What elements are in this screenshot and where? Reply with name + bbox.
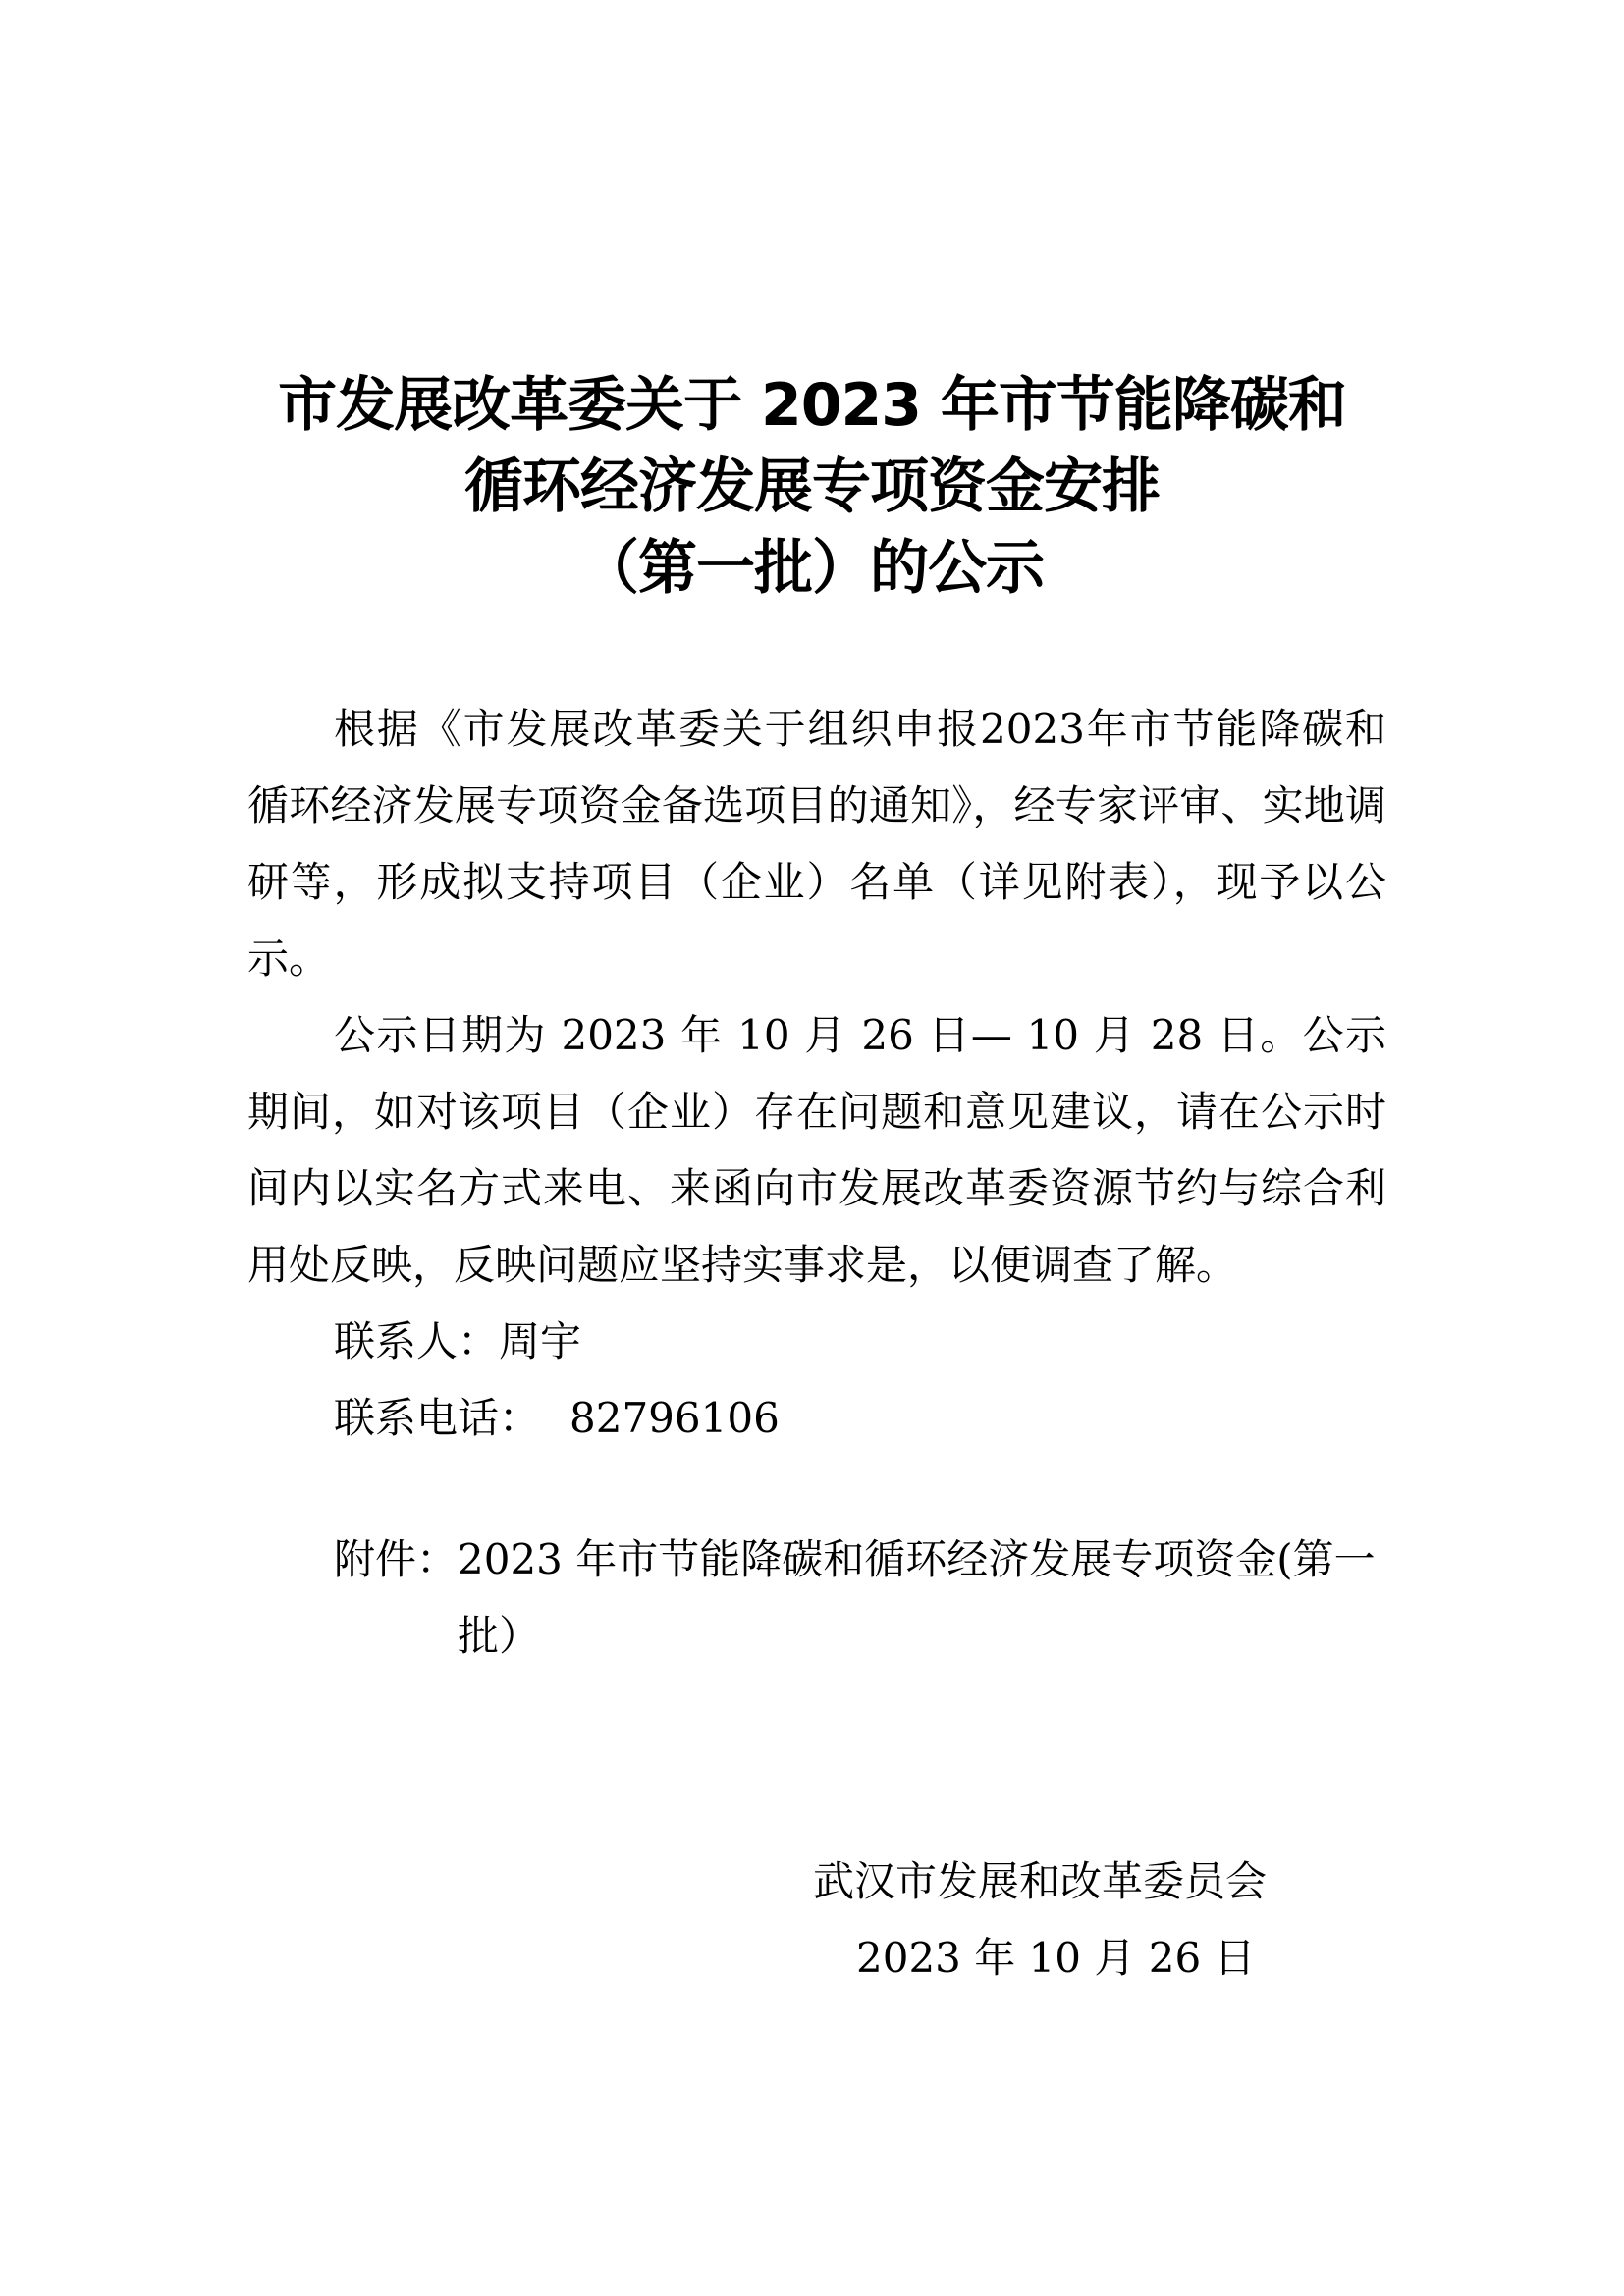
signature-date: 2023 年 10 月 26 日: [856, 1934, 1256, 1982]
document-title-line-3: （第一批）的公示: [580, 534, 1044, 603]
signature-organization: 武汉市发展和改革委员会: [813, 1857, 1268, 1905]
contact-phone: [247, 1380, 1386, 1457]
contact-person-label: 联系人：: [334, 1317, 500, 1365]
contact-person: [247, 1304, 1386, 1380]
paragraph-basis: 根据《市发展改革委关于组织申报2023年市节能降碳和循环经济发展专项资金备选项目的通知》，经专家评审、实地调研等，形成拟支持项目（企业）名单（详见附表），现予以公示。: [247, 705, 1386, 983]
attachment-text: 2023 年市节能降碳和循环经济发展专项资金(第一批）: [458, 1535, 1376, 1660]
body-text: [247, 691, 1386, 1457]
contact-person-name: 周宇: [499, 1317, 582, 1365]
document-title-line-2: 循环经济发展专项资金安排: [464, 453, 1160, 521]
attachment-label: 附件：: [334, 1535, 459, 1583]
document-title-line-1: 市发展改革委关于 2023 年市节能降碳和: [278, 371, 1346, 440]
attachment-note: [334, 1522, 1386, 1675]
contact-phone-value: 82796106: [569, 1394, 780, 1442]
paragraph-publicity-period: 公示日期为 2023 年 10 月 26 日— 10 月 28 日。公示期间，如对该项目（企业）存在问题和意见建议，请在公示时间内以实名方式来电、来函向市发展改革委资源节约与综合利用处反映，反映问题应坚持实事求是，以便调查了解。: [247, 1011, 1386, 1289]
contact-phone-label: 联系电话：: [334, 1394, 541, 1442]
